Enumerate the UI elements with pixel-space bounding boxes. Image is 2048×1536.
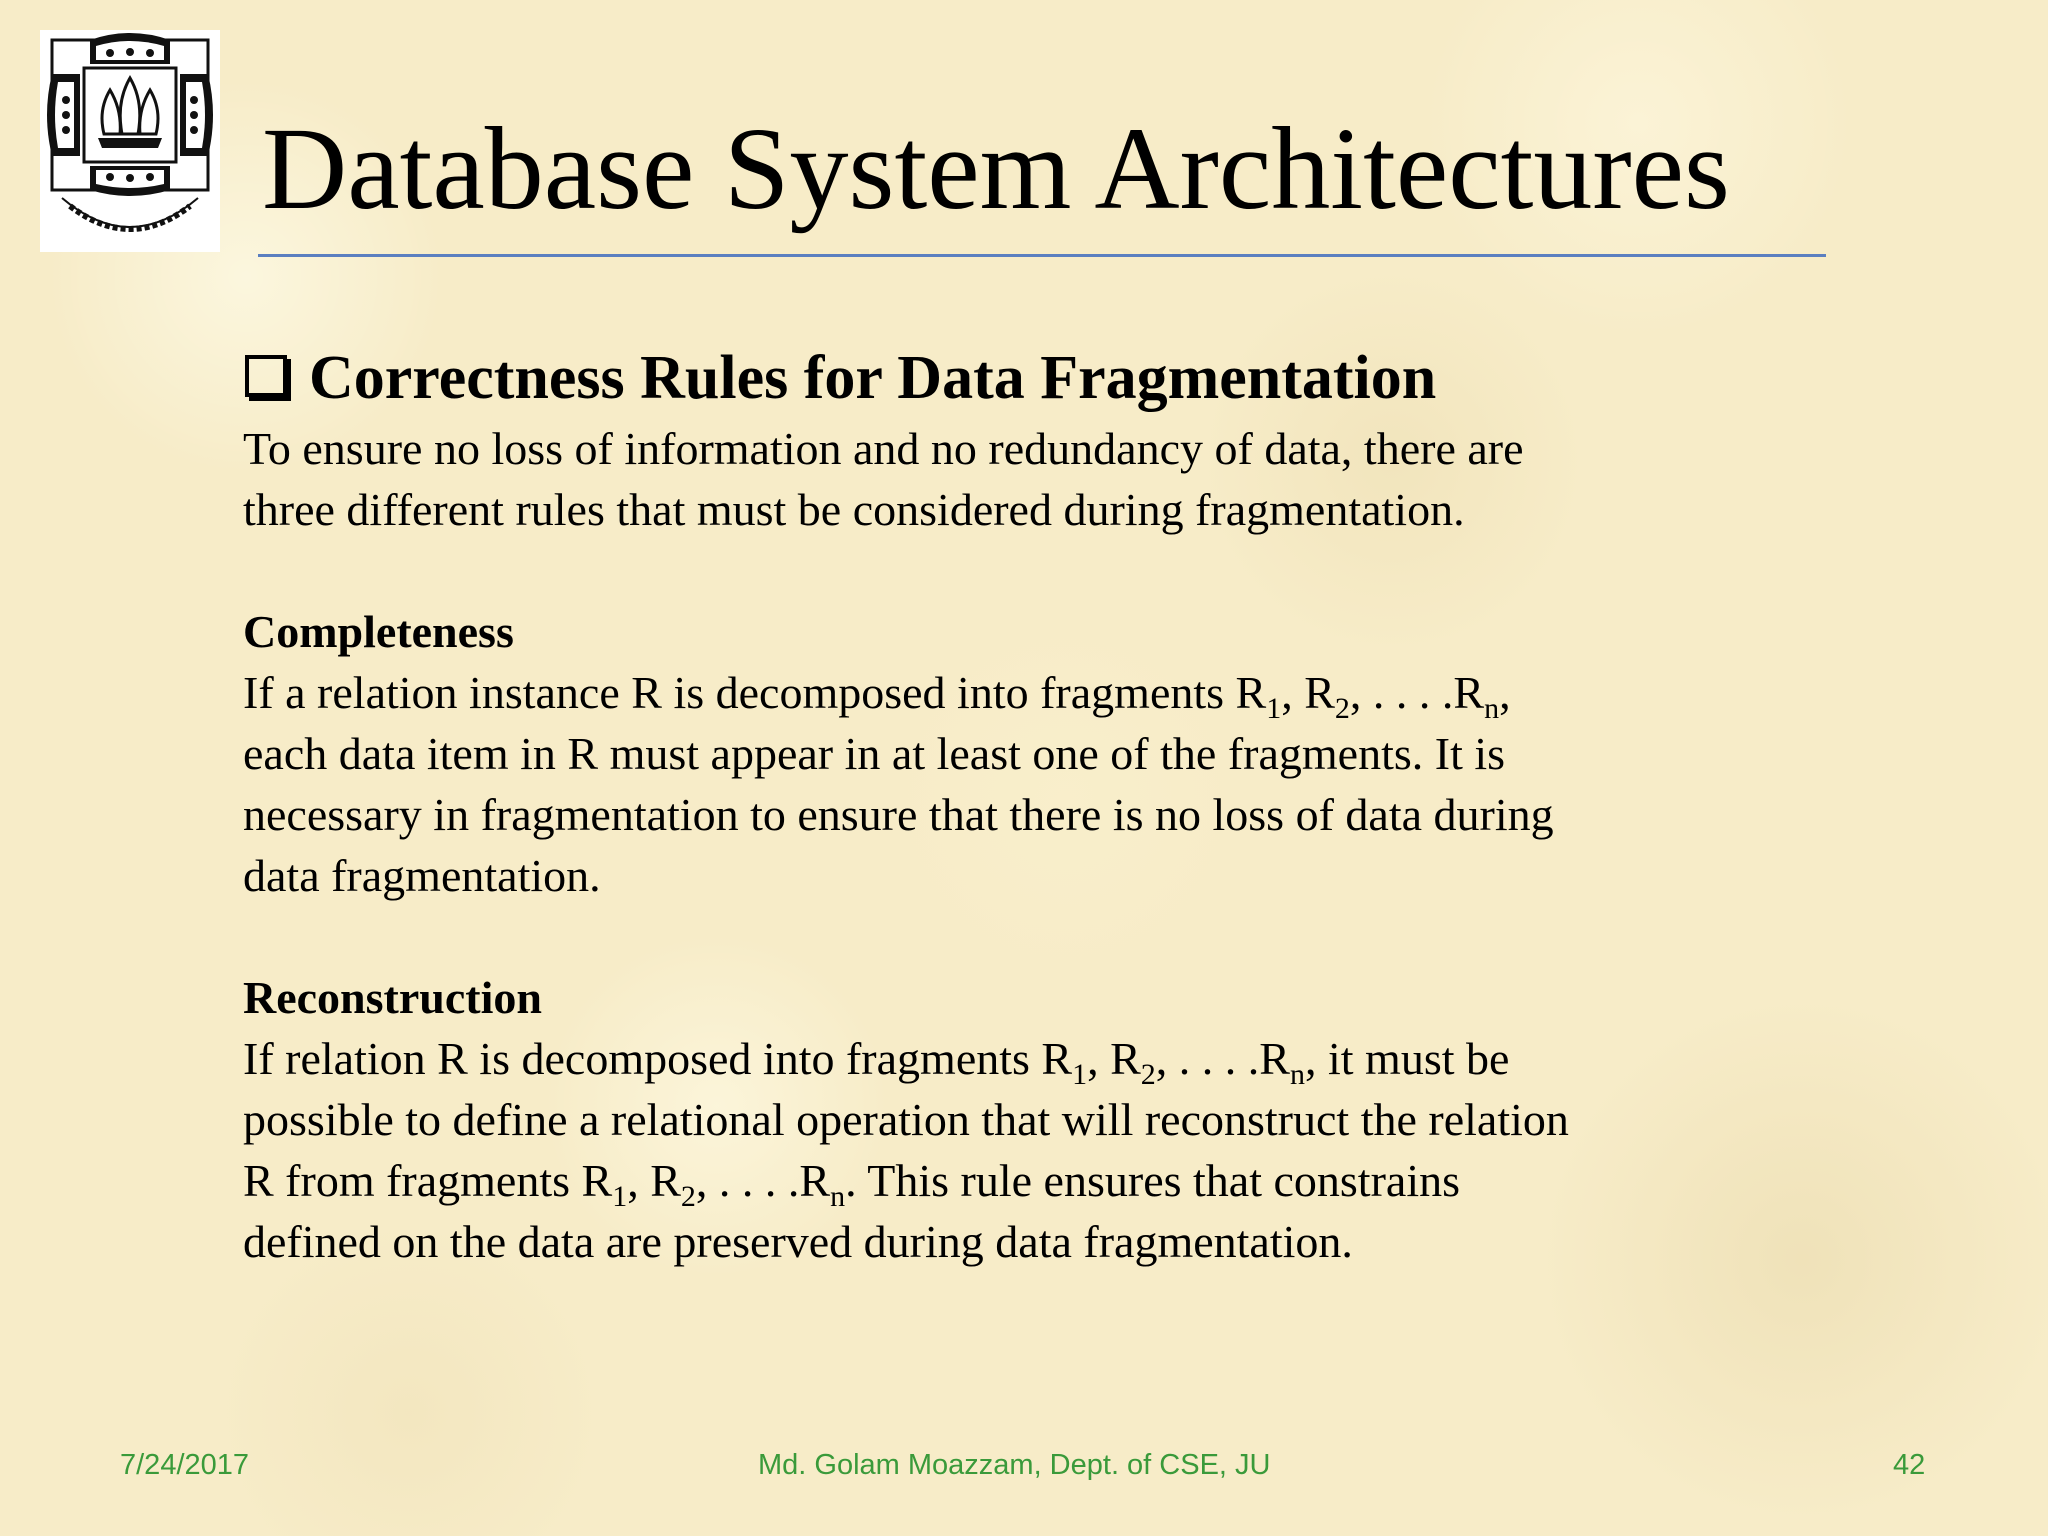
intro-line-1: To ensure no loss of information and no redundancy of data, there are [243, 423, 1524, 474]
reconstruction-line-4: defined on the data are preserved during data fragmentation. [243, 1216, 1353, 1267]
footer-author: Md. Golam Moazzam, Dept. of CSE, JU [758, 1449, 1271, 1481]
reconstruction-section [243, 967, 1783, 1272]
text-run: , it must be [1304, 1033, 1510, 1084]
subscript: 1 [1072, 1058, 1088, 1091]
university-emblem-icon [40, 30, 220, 252]
subscript: 1 [612, 1180, 628, 1213]
slide-title: Database System Architectures [262, 103, 1730, 234]
reconstruction-title: Reconstruction [243, 972, 542, 1023]
text-run: , R [627, 1155, 681, 1206]
reconstruction-line-2: possible to define a relational operation that will reconstruct the relation [243, 1094, 1569, 1145]
text-run: . This rule ensures that constrains [845, 1155, 1461, 1206]
subscript: n [1289, 1058, 1305, 1091]
subscript: n [830, 1180, 846, 1213]
text-run: , . . . .R [1349, 667, 1485, 718]
text-run: , [1499, 667, 1511, 718]
intro-line-2: three different rules that must be considered during fragmentation. [243, 484, 1465, 535]
text-run: If a relation instance R is decomposed into fragments R [243, 667, 1267, 718]
checkbox-bullet-icon [245, 355, 287, 397]
completeness-title: Completeness [243, 606, 514, 657]
completeness-section [243, 601, 1783, 906]
completeness-line-4: data fragmentation. [243, 850, 601, 901]
subscript: n [1484, 692, 1500, 725]
text-run: , R [1087, 1033, 1141, 1084]
completeness-line-1 [243, 662, 1783, 723]
title-underline [258, 254, 1826, 257]
subscript: 2 [680, 1180, 696, 1213]
text-run: , . . . .R [1155, 1033, 1290, 1084]
reconstruction-line-1 [243, 1028, 1783, 1089]
subscript: 2 [1334, 692, 1350, 725]
completeness-line-2: each data item in R must appear in at least one of the fragments. It is [243, 728, 1506, 779]
university-logo [40, 30, 220, 252]
footer-page-number: 42 [1893, 1449, 1926, 1481]
text-run: If relation R is decomposed into fragments R [243, 1033, 1073, 1084]
completeness-line-3: necessary in fragmentation to ensure that there is no loss of data during [243, 789, 1554, 840]
text-run: , . . . .R [695, 1155, 831, 1206]
section-heading [243, 340, 1783, 416]
text-run: R from fragments R [243, 1155, 613, 1206]
subscript: 2 [1140, 1058, 1156, 1091]
section-heading-text: Correctness Rules for Data Fragmentation [309, 344, 1437, 412]
text-run: , R [1281, 667, 1335, 718]
footer-date: 7/24/2017 [120, 1449, 250, 1481]
subscript: 1 [1266, 692, 1282, 725]
reconstruction-line-3 [243, 1150, 1783, 1211]
slide-content [243, 340, 1783, 1272]
